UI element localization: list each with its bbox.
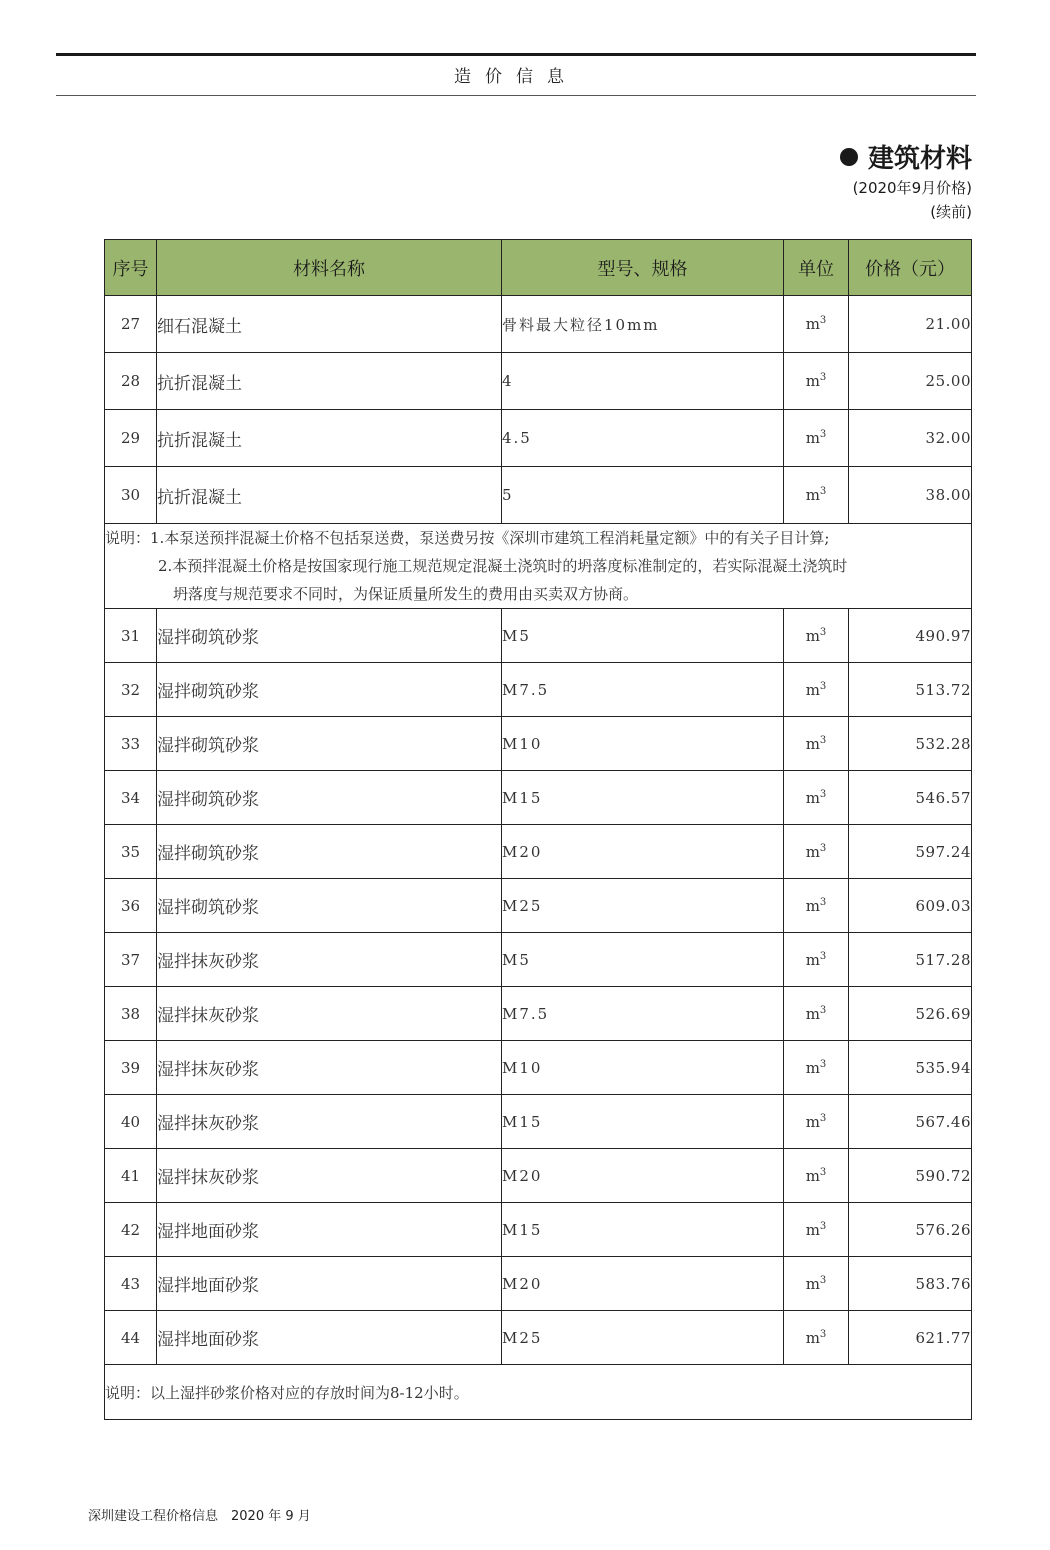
table-row <box>105 467 972 524</box>
cell-unit <box>784 825 849 879</box>
unit-exponent: 3 <box>819 1274 827 1286</box>
page-footer: 深圳建设工程价格信息 2020 年 9 月 <box>88 1509 311 1524</box>
table-row <box>105 1311 972 1365</box>
cell-unit <box>784 467 849 524</box>
cell-spec: M20 <box>502 1149 784 1203</box>
unit-exponent: 3 <box>819 1112 827 1124</box>
table-header <box>105 240 972 296</box>
table-row <box>105 987 972 1041</box>
cell-unit <box>784 353 849 410</box>
page-header-title: 造价信息 <box>454 67 578 87</box>
unit-text: m <box>805 896 820 915</box>
cell-no: 38 <box>105 987 157 1041</box>
col-header-spec: 型号、规格 <box>502 240 784 296</box>
unit-exponent: 3 <box>819 372 827 383</box>
table-row <box>105 353 972 410</box>
table-body-mortar <box>105 609 972 1365</box>
cell-unit <box>784 1257 849 1311</box>
table-row <box>105 1041 972 1095</box>
cell-unit <box>784 1041 849 1095</box>
cell-no: 29 <box>105 410 157 467</box>
cell-spec: M10 <box>502 1041 784 1095</box>
cell-no: 39 <box>105 1041 157 1095</box>
cell-price: 526.69 <box>849 987 972 1041</box>
table-row <box>105 933 972 987</box>
cell-unit <box>784 1149 849 1203</box>
cell-price: 532.28 <box>849 717 972 771</box>
cell-name: 湿拌砌筑砂浆 <box>157 771 502 825</box>
cell-spec: M15 <box>502 771 784 825</box>
unit-text: m <box>805 626 820 645</box>
cell-price: 590.72 <box>849 1149 972 1203</box>
cell-price: 621.77 <box>849 1311 972 1365</box>
unit-text: m <box>805 788 820 807</box>
cell-unit <box>784 663 849 717</box>
unit-exponent: 3 <box>819 680 827 692</box>
unit-text: m <box>805 315 820 333</box>
section-title-text: 建筑材料 <box>867 144 972 174</box>
unit-text: m <box>805 1220 820 1239</box>
cell-price: 576.26 <box>849 1203 972 1257</box>
cell-unit <box>784 296 849 353</box>
cell-name: 湿拌抹灰砂浆 <box>157 1095 502 1149</box>
cell-spec: M25 <box>502 879 784 933</box>
table-row <box>105 410 972 467</box>
bullet-icon <box>840 148 858 166</box>
unit-text: m <box>805 372 820 390</box>
cell-unit <box>784 879 849 933</box>
cell-name: 湿拌砌筑砂浆 <box>157 717 502 771</box>
cell-no: 44 <box>105 1311 157 1365</box>
unit-text: m <box>805 680 820 699</box>
unit-exponent: 3 <box>819 1328 827 1340</box>
cell-name: 抗折混凝土 <box>157 467 502 524</box>
table-row <box>105 1257 972 1311</box>
cell-spec: M10 <box>502 717 784 771</box>
table-row <box>105 609 972 663</box>
cell-name: 细石混凝土 <box>157 296 502 353</box>
cell-unit <box>784 1203 849 1257</box>
cell-spec: M20 <box>502 1257 784 1311</box>
unit-exponent: 3 <box>819 842 827 854</box>
unit-text: m <box>805 1058 820 1077</box>
cell-name: 湿拌地面砂浆 <box>157 1311 502 1365</box>
cell-spec: 4.5 <box>502 410 784 467</box>
section-subtitle: (2020年9月价格) <box>852 179 972 197</box>
unit-text: m <box>805 734 820 753</box>
cell-name: 湿拌砌筑砂浆 <box>157 825 502 879</box>
cell-spec: M7.5 <box>502 663 784 717</box>
unit-text: m <box>805 1328 820 1347</box>
cell-spec: 5 <box>502 467 784 524</box>
cell-no: 41 <box>105 1149 157 1203</box>
table-note-2 <box>105 1365 972 1420</box>
cell-name: 抗折混凝土 <box>157 410 502 467</box>
cell-no: 27 <box>105 296 157 353</box>
cell-spec: M5 <box>502 609 784 663</box>
cell-no: 30 <box>105 467 157 524</box>
cell-price: 513.72 <box>849 663 972 717</box>
cell-spec: M7.5 <box>502 987 784 1041</box>
header-rule <box>56 95 976 96</box>
cell-price: 535.94 <box>849 1041 972 1095</box>
unit-exponent: 3 <box>819 788 827 800</box>
cell-name: 湿拌抹灰砂浆 <box>157 933 502 987</box>
cell-no: 42 <box>105 1203 157 1257</box>
cell-price: 567.46 <box>849 1095 972 1149</box>
cell-price: 609.03 <box>849 879 972 933</box>
unit-text: m <box>805 486 820 504</box>
unit-exponent: 3 <box>819 1058 827 1070</box>
unit-text: m <box>805 429 820 447</box>
col-header-no: 序号 <box>105 240 157 296</box>
price-table <box>104 239 972 1420</box>
table-row <box>105 717 972 771</box>
cell-price: 597.24 <box>849 825 972 879</box>
note-line-1: 说明：1.本泵送预拌混凝土价格不包括泵送费，泵送费另按《深圳市建筑工程消耗量定额》中的有关子目计算; <box>105 529 830 547</box>
cell-unit <box>784 1311 849 1365</box>
unit-exponent: 3 <box>819 896 827 908</box>
cell-price: 490.97 <box>849 609 972 663</box>
cell-price: 32.00 <box>849 410 972 467</box>
unit-exponent: 3 <box>819 626 827 638</box>
cell-no: 37 <box>105 933 157 987</box>
cell-unit <box>784 609 849 663</box>
cell-unit <box>784 987 849 1041</box>
cell-unit <box>784 933 849 987</box>
cell-price: 517.28 <box>849 933 972 987</box>
section-continued: (续前) <box>930 203 972 221</box>
cell-no: 28 <box>105 353 157 410</box>
cell-spec: M25 <box>502 1311 784 1365</box>
unit-exponent: 3 <box>819 1004 827 1016</box>
cell-no: 32 <box>105 663 157 717</box>
cell-no: 34 <box>105 771 157 825</box>
cell-unit <box>784 717 849 771</box>
unit-exponent: 3 <box>819 315 827 326</box>
cell-no: 31 <box>105 609 157 663</box>
cell-spec: M5 <box>502 933 784 987</box>
cell-price: 21.00 <box>849 296 972 353</box>
table-row <box>105 879 972 933</box>
cell-price: 25.00 <box>849 353 972 410</box>
unit-text: m <box>805 842 820 861</box>
cell-name: 湿拌抹灰砂浆 <box>157 1041 502 1095</box>
unit-exponent: 3 <box>819 429 827 440</box>
cell-name: 湿拌抹灰砂浆 <box>157 987 502 1041</box>
table-row <box>105 1149 972 1203</box>
cell-no: 36 <box>105 879 157 933</box>
unit-text: m <box>805 1112 820 1131</box>
cell-unit <box>784 410 849 467</box>
note-line-2: 2.本预拌混凝土价格是按国家现行施工规范规定混凝土浇筑时的坍落度标准制定的，若实际混凝土浇筑时 <box>158 557 848 575</box>
cell-name: 湿拌地面砂浆 <box>157 1203 502 1257</box>
cell-spec: M20 <box>502 825 784 879</box>
unit-exponent: 3 <box>819 1220 827 1232</box>
unit-text: m <box>805 950 820 969</box>
cell-spec: 4 <box>502 353 784 410</box>
section-title <box>840 138 972 175</box>
table-row <box>105 771 972 825</box>
cell-spec: M15 <box>502 1203 784 1257</box>
cell-unit <box>784 1095 849 1149</box>
col-header-unit: 单位 <box>784 240 849 296</box>
cell-no: 40 <box>105 1095 157 1149</box>
cell-price: 583.76 <box>849 1257 972 1311</box>
cell-name: 湿拌砌筑砂浆 <box>157 609 502 663</box>
cell-no: 35 <box>105 825 157 879</box>
top-rule <box>56 53 976 56</box>
table-row <box>105 663 972 717</box>
cell-name: 湿拌地面砂浆 <box>157 1257 502 1311</box>
table-row <box>105 1203 972 1257</box>
unit-text: m <box>805 1274 820 1293</box>
unit-text: m <box>805 1166 820 1185</box>
col-header-name: 材料名称 <box>157 240 502 296</box>
note-2-cell: 说明：以上湿拌砂浆价格对应的存放时间为8-12小时。 <box>105 1365 972 1420</box>
table-row <box>105 825 972 879</box>
cell-spec: M15 <box>502 1095 784 1149</box>
cell-name: 湿拌砌筑砂浆 <box>157 663 502 717</box>
unit-text: m <box>805 1004 820 1023</box>
cell-name: 湿拌砌筑砂浆 <box>157 879 502 933</box>
cell-price: 546.57 <box>849 771 972 825</box>
table-body-concrete <box>105 296 972 524</box>
cell-unit <box>784 771 849 825</box>
cell-name: 湿拌抹灰砂浆 <box>157 1149 502 1203</box>
cell-price: 38.00 <box>849 467 972 524</box>
col-header-price: 价格（元） <box>849 240 972 296</box>
unit-exponent: 3 <box>819 950 827 962</box>
unit-exponent: 3 <box>819 486 827 497</box>
note-line-3: 坍落度与规范要求不同时，为保证质量所发生的费用由买卖双方协商。 <box>173 585 639 603</box>
table-row <box>105 1095 972 1149</box>
cell-name: 抗折混凝土 <box>157 353 502 410</box>
cell-no: 33 <box>105 717 157 771</box>
table-row <box>105 296 972 353</box>
unit-exponent: 3 <box>819 734 827 746</box>
cell-spec: 骨料最大粒径10mm <box>502 296 784 353</box>
table-note-1 <box>105 524 972 609</box>
unit-exponent: 3 <box>819 1166 827 1178</box>
cell-no: 43 <box>105 1257 157 1311</box>
note-cell <box>105 524 972 609</box>
